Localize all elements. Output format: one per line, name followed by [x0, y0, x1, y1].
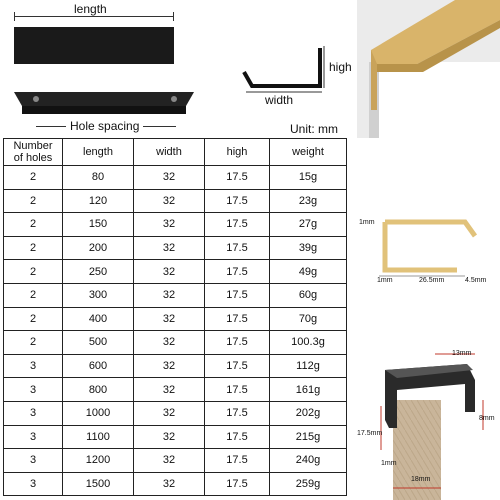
cell-weight: 49g [270, 260, 347, 284]
cell-length: 150 [63, 213, 134, 237]
hole-spacing-label: Hole spacing [66, 119, 143, 133]
cell-holes: 3 [4, 425, 63, 449]
header-high: high [205, 139, 270, 166]
cell-high: 17.5 [205, 472, 270, 496]
profile-dimension-svg [357, 140, 500, 300]
cell-width: 32 [134, 236, 205, 260]
installation-diagram [357, 340, 500, 500]
cell-length: 400 [63, 307, 134, 331]
cell-high: 17.5 [205, 331, 270, 355]
hole-left [33, 96, 39, 102]
profile-bottom-left-label: 1mm [377, 277, 393, 284]
cell-width: 32 [134, 307, 205, 331]
cell-length: 1200 [63, 449, 134, 473]
cell-holes: 3 [4, 378, 63, 402]
install-right-label: 8mm [479, 415, 495, 422]
cell-high: 17.5 [205, 378, 270, 402]
length-label: length [70, 2, 111, 16]
install-bottom-left-label: 1mm [381, 460, 397, 467]
profile-dimension-diagram [357, 140, 500, 300]
handle-front-view [14, 27, 174, 64]
cell-holes: 2 [4, 283, 63, 307]
cell-width: 32 [134, 425, 205, 449]
cell-length: 250 [63, 260, 134, 284]
table-row [4, 260, 347, 284]
cell-width: 32 [134, 449, 205, 473]
header-length: length [63, 139, 134, 166]
table-header-row [4, 139, 347, 166]
header-width: width [134, 139, 205, 166]
unit-label: Unit: mm [290, 122, 338, 136]
cell-high: 17.5 [205, 354, 270, 378]
cell-weight: 161g [270, 378, 347, 402]
cell-length: 1500 [63, 472, 134, 496]
cell-weight: 15g [270, 166, 347, 190]
handle-bottom-svg [14, 88, 194, 116]
table-row [4, 331, 347, 355]
cell-width: 32 [134, 378, 205, 402]
install-top-label: 13mm [452, 350, 472, 357]
length-tick-left [14, 12, 15, 21]
profile-top-thickness-label: 1mm [359, 219, 375, 226]
cell-holes: 3 [4, 472, 63, 496]
cell-holes: 2 [4, 307, 63, 331]
cell-width: 32 [134, 401, 205, 425]
cell-weight: 240g [270, 449, 347, 473]
gold-handle-photo-svg [357, 0, 500, 138]
cell-length: 800 [63, 378, 134, 402]
hole-right [171, 96, 177, 102]
table-row [4, 449, 347, 473]
cell-high: 17.5 [205, 425, 270, 449]
cell-holes: 2 [4, 189, 63, 213]
install-bottom-label: 18mm [411, 476, 431, 483]
cell-length: 80 [63, 166, 134, 190]
table-row [4, 307, 347, 331]
cell-high: 17.5 [205, 401, 270, 425]
install-left-label: 17.5mm [357, 430, 383, 437]
profile-bottom-mid-label: 26.5mm [419, 277, 445, 284]
cell-length: 300 [63, 283, 134, 307]
length-tick-right [173, 12, 174, 21]
cell-width: 32 [134, 354, 205, 378]
cell-high: 17.5 [205, 166, 270, 190]
table-row [4, 283, 347, 307]
cell-width: 32 [134, 331, 205, 355]
cell-high: 17.5 [205, 189, 270, 213]
profile-svg [238, 40, 328, 94]
cell-weight: 112g [270, 354, 347, 378]
width-label: width [265, 93, 294, 107]
cell-high: 17.5 [205, 236, 270, 260]
cell-length: 1100 [63, 425, 134, 449]
cell-holes: 2 [4, 236, 63, 260]
table-row [4, 401, 347, 425]
spec-table [3, 138, 347, 496]
cell-weight: 215g [270, 425, 347, 449]
handle-bottom-view [14, 88, 194, 116]
length-dimension-line [14, 16, 174, 17]
cell-high: 17.5 [205, 449, 270, 473]
high-label: high [329, 60, 352, 74]
cell-weight: 23g [270, 189, 347, 213]
gold-handle-photo [357, 0, 500, 138]
table-row [4, 236, 347, 260]
profile-bottom-right-label: 4.5mm [465, 277, 487, 284]
table-row [4, 354, 347, 378]
cell-length: 1000 [63, 401, 134, 425]
cell-width: 32 [134, 283, 205, 307]
cell-weight: 100.3g [270, 331, 347, 355]
cell-length: 120 [63, 189, 134, 213]
cell-holes: 3 [4, 354, 63, 378]
header-weight: weight [270, 139, 347, 166]
table-row [4, 472, 347, 496]
cell-holes: 3 [4, 449, 63, 473]
cell-width: 32 [134, 472, 205, 496]
cell-length: 600 [63, 354, 134, 378]
header-number-of-holes: Number of holes [4, 139, 63, 166]
cell-weight: 202g [270, 401, 347, 425]
cell-weight: 259g [270, 472, 347, 496]
cell-weight: 60g [270, 283, 347, 307]
cell-width: 32 [134, 189, 205, 213]
table-row [4, 189, 347, 213]
cell-width: 32 [134, 213, 205, 237]
cell-high: 17.5 [205, 307, 270, 331]
cell-weight: 27g [270, 213, 347, 237]
table-row [4, 166, 347, 190]
profile-side-view [238, 40, 328, 94]
cell-width: 32 [134, 260, 205, 284]
cell-length: 500 [63, 331, 134, 355]
cell-holes: 2 [4, 166, 63, 190]
cell-holes: 2 [4, 213, 63, 237]
table-row [4, 425, 347, 449]
cell-length: 200 [63, 236, 134, 260]
cell-holes: 2 [4, 260, 63, 284]
cell-width: 32 [134, 166, 205, 190]
cell-high: 17.5 [205, 260, 270, 284]
cell-holes: 2 [4, 331, 63, 355]
cell-high: 17.5 [205, 213, 270, 237]
table-row [4, 213, 347, 237]
cell-weight: 70g [270, 307, 347, 331]
cell-high: 17.5 [205, 283, 270, 307]
cell-holes: 3 [4, 401, 63, 425]
table-row [4, 378, 347, 402]
cell-weight: 39g [270, 236, 347, 260]
